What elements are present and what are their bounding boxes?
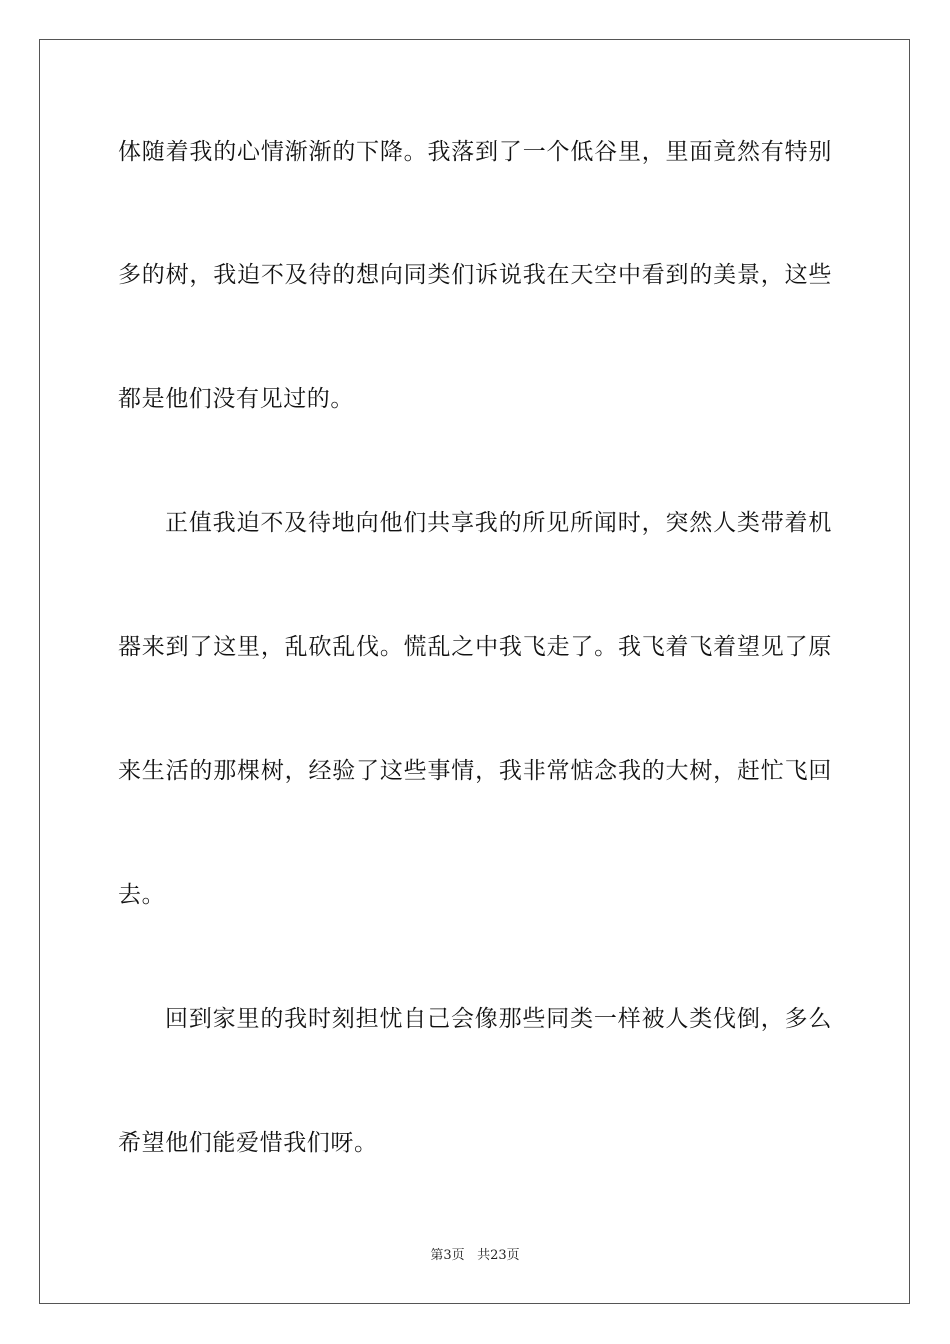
paragraph-line: 回到家里的我时刻担忧自己会像那些同类一样被人类伐倒，多么 — [165, 1006, 832, 1032]
paragraph-line: 希望他们能爱惜我们呀。 — [118, 1130, 378, 1156]
paragraph-line: 多的树，我迫不及待的想向同类们诉说我在天空中看到的美景，这些 — [118, 262, 832, 288]
page-total: 共23页 — [477, 1248, 520, 1263]
paragraph-line: 来生活的那棵树，经验了这些事情，我非常惦念我的大树，赶忙飞回 — [118, 758, 832, 784]
paragraph-line: 去。 — [118, 882, 166, 908]
page-border — [39, 39, 910, 1304]
paragraph-line: 体随着我的心情渐渐的下降。我落到了一个低谷里，里面竟然有特别 — [118, 139, 832, 165]
paragraph-line: 都是他们没有见过的。 — [118, 386, 354, 412]
paragraph-line: 正值我迫不及待地向他们共享我的所见所闻时，突然人类带着机 — [165, 510, 832, 536]
page-number: 第3页 — [430, 1248, 465, 1263]
page-footer — [0, 1248, 950, 1264]
paragraph-line: 器来到了这里，乱砍乱伐。慌乱之中我飞走了。我飞着飞着望见了原 — [118, 634, 832, 660]
